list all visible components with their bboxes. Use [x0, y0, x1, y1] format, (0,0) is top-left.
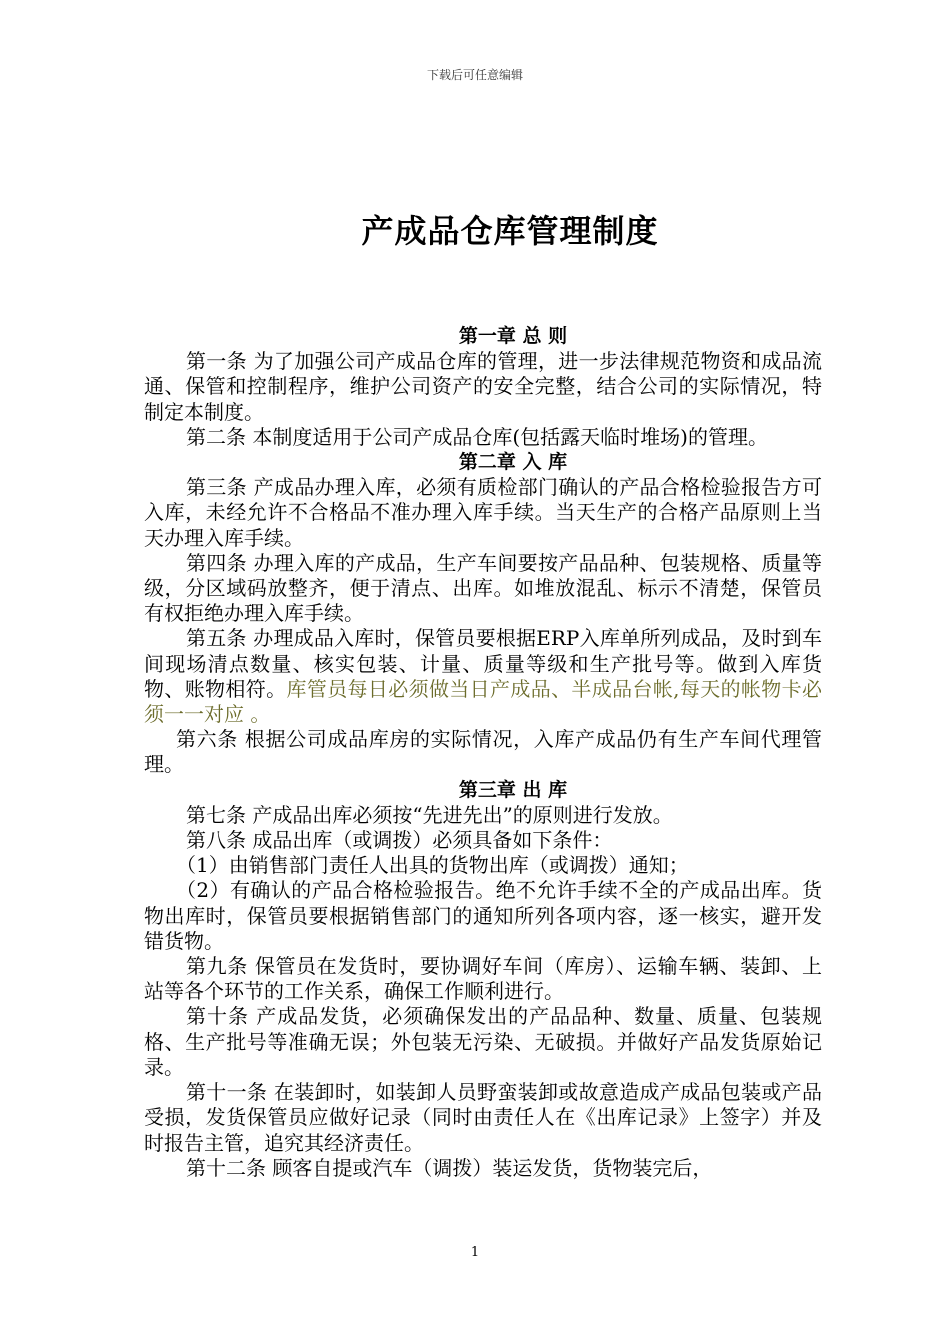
- article-9: 第九条 保管员在发货时，要协调好车间（库房）、运输车辆、装卸、上站等各个环节的工作关系，确保工作顺利进行。: [144, 954, 822, 1004]
- article-4: 第四条 办理入库的产成品，生产车间要按产品品种、包装规格、质量等级，分区域码放整齐，便于清点、出库。如堆放混乱、标示不清楚，保管员有权拒绝办理入库手续。: [144, 550, 822, 626]
- chapter-heading-3: 第三章 出 库: [458, 778, 568, 801]
- article-5-highlight: 库管员每日必须做当日产成品、半成品台帐,每天的帐物卡必须一一对应 。: [144, 676, 823, 727]
- article-8-item-2: （2）有确认的产品合格检验报告。绝不允许手续不全的产成品出库。货物出库时，保管员要根据销售部门的通知所列各项内容，逐一核实，避开发错货物。: [144, 878, 822, 953]
- article-8: 第八条 成品出库（或调拨）必须具备如下条件：: [186, 828, 613, 853]
- article-3: 第三条 产成品办理入库，必须有质检部门确认的产品合格检验报告方可入库，未经允许不合格品不准办理入库手续。当天生产的合格产品原则上当天办理入库手续。: [144, 475, 822, 550]
- page-header-note: 下载后可任意编辑: [426, 68, 523, 82]
- article-1: 第一条 为了加强公司产成品仓库的管理，进一步法律规范物资和成品流通、保管和控制程序，维护公司资产的安全完整，结合公司的实际情况，特制定本制度。: [144, 349, 822, 424]
- article-7: 第七条 产成品出库必须按“先进先出”的原则进行发放。: [186, 802, 673, 827]
- article-11: 第十一条 在装卸时，如装卸人员野蛮装卸或故意造成产成品包装或产品受损，发货保管员应做好记录（同时由责任人在《出库记录》上签字）并及时报告主管，追究其经济责任。: [144, 1080, 822, 1155]
- article-5: [144, 626, 822, 727]
- document-body: [144, 324, 822, 1181]
- page-number: 1: [470, 1245, 480, 1260]
- document-title: 产成品仓库管理制度: [361, 212, 659, 250]
- chapter-heading-2: 第二章 入 库: [458, 451, 568, 474]
- article-12: 第十二条 顾客自提或汽车（调拨）装运发货，货物装完后，: [186, 1155, 713, 1180]
- article-10: 第十条 产成品发货，必须确保发出的产品品种、数量、质量、包装规格、生产批号等准确无误；外包装无污染、无破损。并做好产品发货原始记录。: [144, 1004, 822, 1079]
- article-2: 第二条 本制度适用于公司产成品仓库(包括露天临时堆场)的管理。: [186, 424, 768, 449]
- article-6: 第六条 根据公司成品库房的实际情况，入库产成品仍有生产车间代理管理。: [144, 727, 822, 777]
- article-8-item-1: （1）由销售部门责任人出具的货物出库（或调拨）通知；: [176, 853, 689, 878]
- article-5-text: 第五条 办理成品入库时，保管员要根据ERP入库单所列成品，及时到车间现场清点数量、核实包装、计量、质量等级和生产批号等。做到入库货物、账物相符。: [144, 626, 822, 701]
- chapter-heading-1: 第一章 总 则: [458, 325, 568, 347]
